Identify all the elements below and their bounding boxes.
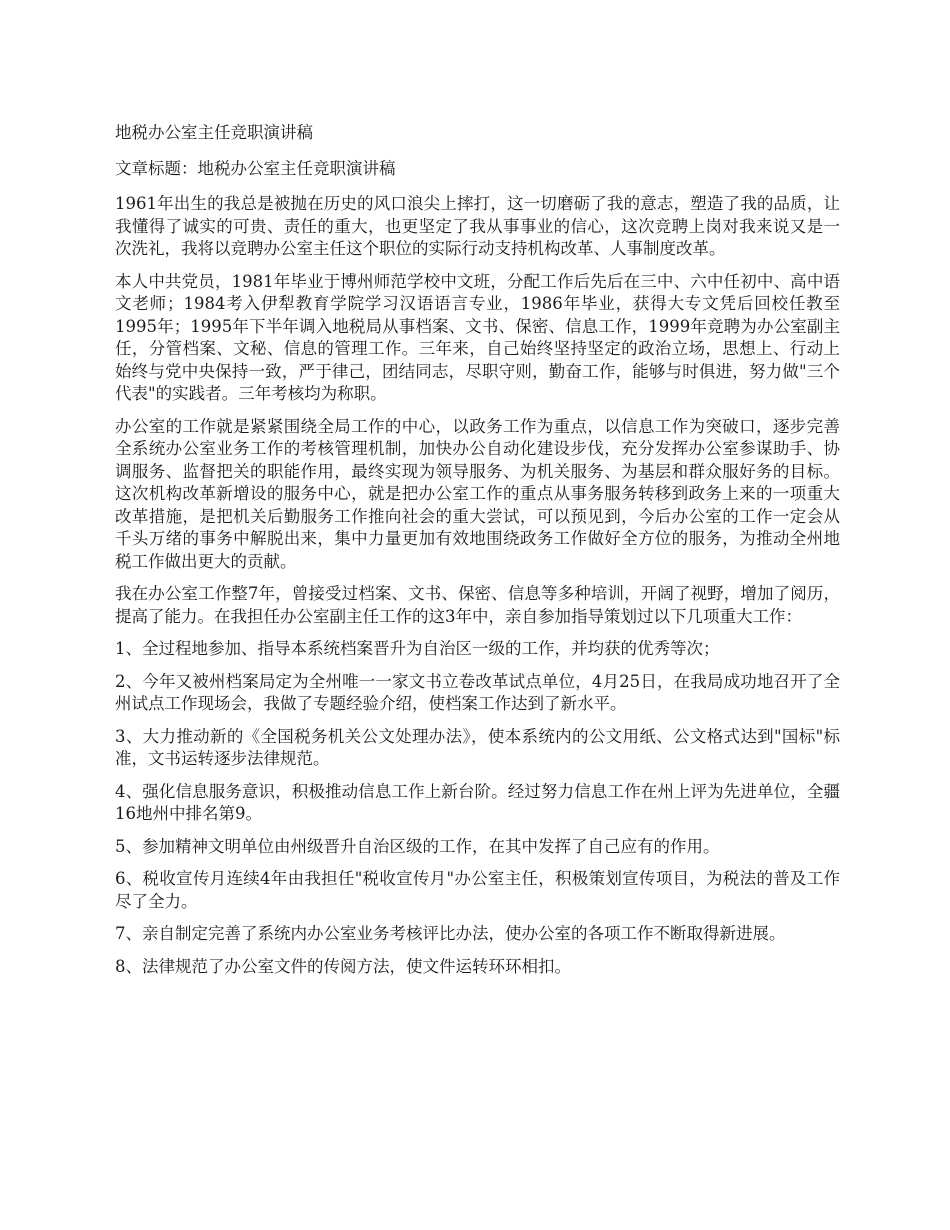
list-item-8: 8、法律规范了办公室文件的传阅方法，使文件运转环环相扣。 bbox=[115, 956, 571, 976]
list-item-4: 4、强化信息服务意识，积极推动信息工作上新台阶。经过努力信息工作在州上评为先进单位，全疆16地州中排名第9。 bbox=[115, 781, 840, 823]
list-item-7: 7、亲自制定完善了系统内办公室业务考核评比办法，使办公室的各项工作不断取得新进展。 bbox=[115, 924, 786, 943]
article-heading: 文章标题：地税办公室主任竞职演讲稿 bbox=[115, 158, 396, 178]
list-item-6: 6、税收宣传月连续4年由我担任"税收宣传月"办公室主任，积极策划宣传项目，为税法的普及工作尽了全力。 bbox=[115, 869, 840, 911]
list-item-5: 5、参加精神文明单位由州级晋升自治区级的工作，在其中发挥了自己应有的作用。 bbox=[115, 836, 720, 856]
list-item-1: 1、全过程地参加、指导本系统档案晋升为自治区一级的工作，并均获的优秀等次； bbox=[115, 639, 720, 658]
paragraph-introduction: 1961年出生的我总是被抛在历史的风口浪尖上摔打，这一切磨砺了我的意志，塑造了我的品质，让我懂得了诚实的可贵、责任的重大，也更坚定了我从事事业的信心，这次竞聘上岗对我来说又是一次洗礼，我将以竞聘办公室主任这个职位的实际行动支持机构改革、人事制度改革。 bbox=[115, 194, 840, 258]
paragraph-experience: 我在办公室工作整7年，曾接受过档案、文书、保密、信息等多种培训，开阔了视野，增加了阅历，提高了能力。在我担任办公室副主任工作的这3年中，亲自参加指导策划过以下几项重大工作： bbox=[115, 584, 840, 626]
paragraph-office-role: 办公室的工作就是紧紧围绕全局工作的中心，以政务工作为重点，以信息工作为突破口，逐步完善全系统办公室业务工作的考核管理机制，加快办公自动化建设步伐，充分发挥办公室参谋助手、协调服务、监督把关的职能作用，最终实现为领导服务、为机关服务、为基层和群众服好务的目标。这次机构改革新增设的服务中心，就是把办公室工作的重点从事务服务转移到政务上来的一项重大改革措施，是把机关后勤服务工作推向社会的重大尝试，可以预见到，今后办公室的工作一定会从千头万绪的事务中解脱出来，集中力量更加有效地围绕政务工作做好全方位的服务，为推动全州地税工作做出更大的贡献。 bbox=[115, 416, 840, 571]
list-item-3: 3、大力推动新的《全国税务机关公文处理办法》，使本系统内的公文用纸、公文格式达到"国标"标准，文书运转逐步法律规范。 bbox=[115, 726, 840, 768]
document-title: 地税办公室主任竞职演讲稿 bbox=[115, 123, 313, 142]
paragraph-background: 本人中共党员，1981年毕业于博州师范学校中文班，分配工作后先后在三中、六中任初中、高中语文老师；1984考入伊犁教育学院学习汉语语言专业，1986年毕业，获得大专文凭后回校任教至1995年；1995年下半年调入地税局从事档案、文书、保密、信息工作，1999年竞聘为办公室副主任，分管档案、文秘、信息的管理工作。三年来，自己始终坚持坚定的政治立场，思想上、行动上始终与党中央保持一致，严于律己，团结同志，尽职守则，勤奋工作，能够与时俱进，努力做"三个代表"的实践者。三年考核均为称职。 bbox=[115, 271, 840, 403]
document-body bbox=[115, 122, 840, 988]
list-item-2: 2、今年又被州档案局定为全州唯一一家文书立卷改革试点单位，4月25日，在我局成功地召开了全州试点工作现场会，我做了专题经验介绍，使档案工作达到了新水平。 bbox=[115, 671, 840, 713]
